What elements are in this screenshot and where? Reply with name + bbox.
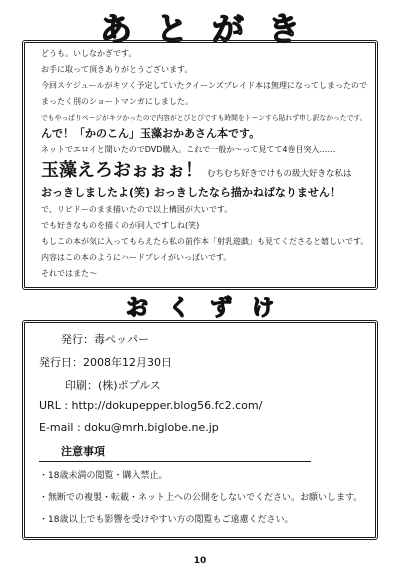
afterword-line: おっきしましたよ(笑) おっきしたなら描かねばなりません！ <box>41 186 341 199</box>
afterword-line: まったく別のショートマンガにしました。 <box>41 97 193 106</box>
afterword-line: んで！「かのこん」玉藻おかあさん本です。 <box>41 127 261 140</box>
afterword-line: どうも。いしなかぎです。 <box>41 49 137 58</box>
afterword-line: でもやっぱりページがキツかったので内容がとびとびですも時間をトーンすら貼れず申し訳なかったです。 <box>41 114 367 122</box>
afterword-line: ネットでエロイと聞いたのでDVD購入。これで一般か〜って見てて4巻目突入…… <box>41 145 336 154</box>
afterword-line: で、リビドーのまま描いたので以上構図が大いです。 <box>41 205 233 214</box>
colophon-box <box>22 320 378 540</box>
notice-item: ・無断での複製・転載・ネット上への公開をしないでください。お願いします。 <box>39 493 363 503</box>
printer-line: 印刷：(株)ポプルス <box>65 379 161 392</box>
afterword-line: もしこの本が気に入ってもらえたら私の前作本「射乳遊戯」も見てくださると嬉しいです。 <box>41 237 369 246</box>
afterword-line: それではまた〜 <box>41 269 97 278</box>
afterword-line: 内容はこの本のようにハードプレイがいっぱいです。 <box>41 253 232 262</box>
afterword-exclaim: 玉藻えろおぉぉぉ！ <box>41 160 203 181</box>
afterword-line: 今回スケジュールがキツく予定していたクイーンズブレイド本は無理になってしまったので <box>41 81 367 90</box>
page-number: 10 <box>193 556 207 566</box>
notice-item: ・18歳以上でも影響を受けやすい方の閲覧もご遠慮ください。 <box>39 515 294 525</box>
afterword-exclaim-tail: むちむち好きでけもの級大好きな私は <box>207 169 352 179</box>
publisher-line: 発行：毒ペッパー <box>61 333 149 346</box>
afterword-box <box>22 40 378 290</box>
url-line: URL : http://dokupepper.blog56.fc2.com/ <box>39 399 263 412</box>
afterword-exclaim-row <box>41 158 375 184</box>
colophon-title: おくずけ <box>125 296 294 321</box>
afterword-line: お手に取って頂きありがとうございます。 <box>41 65 193 74</box>
notice-title: 注意事項 <box>39 443 311 462</box>
notice-item: ・18歳未満の閲覧・購入禁止。 <box>39 471 168 481</box>
email-line: E-mail : doku@mrh.biglobe.ne.jp <box>39 421 219 434</box>
publish-date-line: 発行日：2008年12月30日 <box>39 356 172 369</box>
afterword-line: でも好きなものを描くのが同人ですしね(笑) <box>41 221 200 230</box>
afterword-title: あとがき <box>99 10 324 48</box>
